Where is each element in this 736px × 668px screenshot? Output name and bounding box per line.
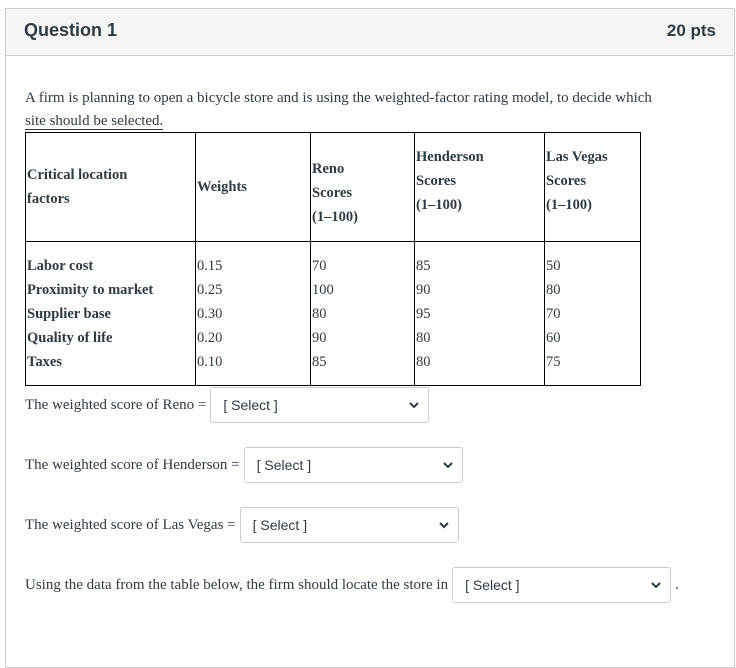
header-factors: Critical location factors: [26, 133, 196, 242]
chevron-down-icon: [650, 579, 662, 591]
lasvegas-score-list: [545, 242, 641, 386]
chevron-down-icon: [408, 399, 420, 411]
question-points: 20 pts: [666, 21, 716, 40]
reno-score-row: [25, 387, 429, 423]
locate-label: Using the data from the table below, the firm should locate the store in: [25, 576, 449, 593]
locate-select-value: [ Select ]: [465, 577, 520, 593]
henderson-score-label: The weighted score of Henderson =: [25, 456, 240, 473]
question-title: Question 1: [24, 20, 118, 40]
header-reno: Reno Scores (1–100): [311, 133, 415, 242]
list-item: 90: [416, 282, 431, 298]
intro-line-2: site should be selected.: [25, 113, 164, 129]
list-item: 80: [312, 306, 327, 322]
lasvegas-score-row: [25, 507, 459, 543]
list-item: 60: [546, 330, 561, 346]
henderson-select-value: [ Select ]: [256, 457, 312, 473]
intro-line-1: A firm is planning to open a bicycle store and is using the weighted-factor rating model, to decide which: [25, 90, 652, 106]
list-item: 80: [546, 282, 561, 298]
henderson-score-select[interactable]: [244, 447, 463, 483]
henderson-score-row: [25, 447, 463, 483]
list-item: 75: [546, 354, 561, 370]
list-item: 100: [312, 282, 334, 298]
lasvegas-score-label: The weighted score of Las Vegas =: [25, 516, 236, 533]
list-item: Proximity to market: [27, 282, 154, 298]
list-item: 0.10: [197, 354, 223, 370]
reno-score-list: [311, 242, 415, 386]
list-item: Taxes: [27, 354, 62, 370]
list-item: Supplier base: [27, 306, 111, 322]
question-card: [5, 8, 735, 668]
chevron-down-icon: [442, 459, 454, 471]
list-item: 85: [312, 354, 327, 370]
reno-score-select[interactable]: [210, 387, 429, 423]
list-item: 0.20: [197, 330, 223, 346]
header-weights: Weights: [196, 133, 311, 242]
list-item: 95: [416, 306, 431, 322]
question-header: [6, 9, 734, 56]
reno-score-label: The weighted score of Reno =: [25, 396, 207, 413]
locate-suffix: .: [675, 576, 679, 593]
question-intro: [25, 87, 715, 133]
locate-row: [25, 567, 679, 603]
list-item: 0.25: [197, 282, 223, 298]
factor-rating-table: [25, 132, 641, 386]
list-item: 80: [416, 354, 431, 370]
list-item: Quality of life: [27, 330, 113, 346]
factor-list: [26, 242, 196, 386]
header-henderson: Henderson Scores (1–100): [415, 133, 545, 242]
table-body-row: [26, 242, 641, 386]
list-item: Labor cost: [27, 258, 94, 274]
table-header-row: [26, 133, 641, 242]
list-item: 70: [546, 306, 561, 322]
list-item: 90: [312, 330, 327, 346]
weight-list: [196, 242, 311, 386]
reno-select-value: [ Select ]: [223, 397, 278, 413]
header-lasvegas: Las Vegas Scores (1–100): [545, 133, 641, 242]
henderson-score-list: [415, 242, 545, 386]
lasvegas-select-value: [ Select ]: [252, 517, 308, 533]
list-item: 70: [312, 258, 327, 274]
list-item: 0.30: [197, 306, 223, 322]
list-item: 50: [546, 258, 561, 274]
locate-select[interactable]: [452, 567, 671, 603]
list-item: 0.15: [197, 258, 223, 274]
list-item: 85: [416, 258, 431, 274]
lasvegas-score-select[interactable]: [240, 507, 459, 543]
chevron-down-icon: [438, 519, 450, 531]
list-item: 80: [416, 330, 431, 346]
